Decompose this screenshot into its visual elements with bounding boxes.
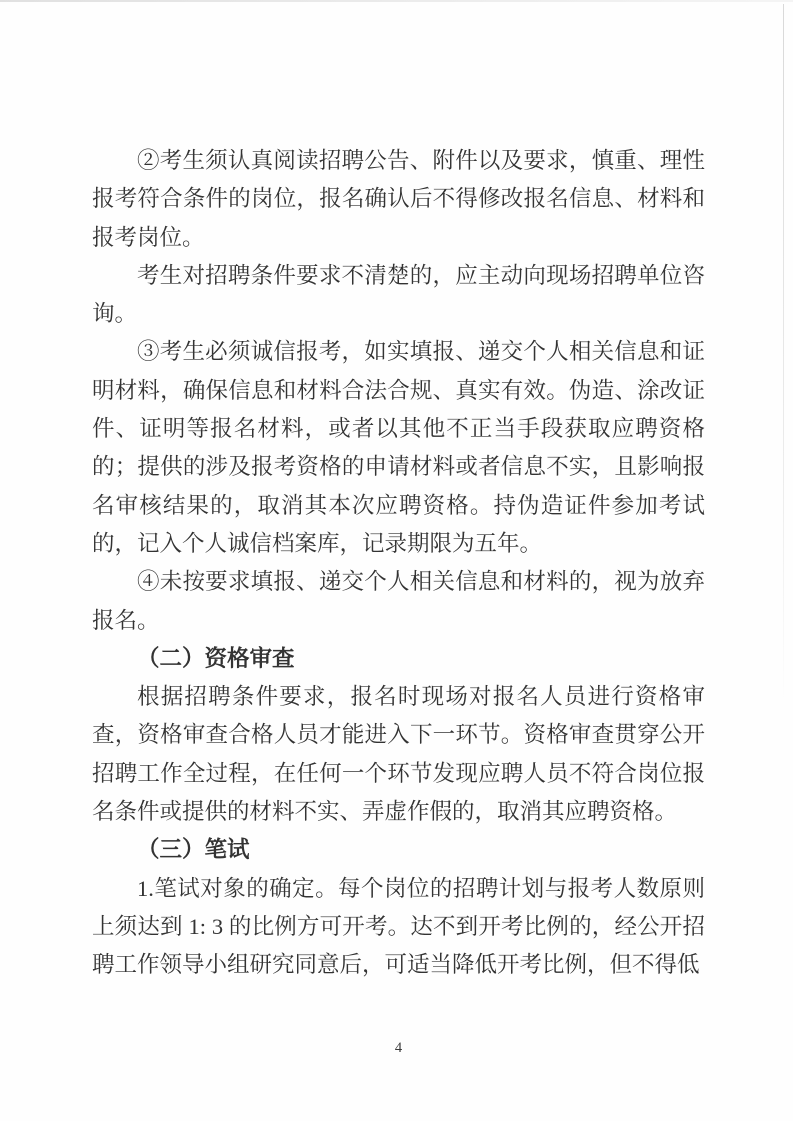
document-body xyxy=(92,142,705,985)
paragraph: ④未按要求填报、递交个人相关信息和材料的，视为放弃报名。 xyxy=(92,569,705,633)
paragraph: ②考生须认真阅读招聘公告、附件以及要求，慎重、理性报考符合条件的岗位，报名确认后不得修改报名信息、材料和报考岗位。 xyxy=(92,148,705,250)
page-number: 4 xyxy=(394,1040,403,1056)
paragraph: 1.笔试对象的确定。每个岗位的招聘计划与报考人数原则上须达到 1: 3 的比例方可开考。达不到开考比例的，经公开招聘工作领导小组研究同意后，可适当降低开考比例，但不得低 xyxy=(92,875,705,978)
section-heading: （二）资格审查 xyxy=(137,645,295,671)
scan-artifact-right-edge xyxy=(783,4,784,704)
section-heading: （三）笔试 xyxy=(137,837,250,863)
scan-artifact-top-edge xyxy=(0,0,793,2)
paragraph: 考生对招聘条件要求不清楚的，应主动向现场招聘单位咨询。 xyxy=(92,262,705,327)
paragraph: ③考生必须诚信报考，如实填报、递交个人相关信息和证明材料，确保信息和材料合法合规、真实有效。伪造、涂改证件、证明等报名材料，或者以其他不正当手段获取应聘资格的；提供的涉及报考资格的申请材料或者信息不实，且影响报名审核结果的，取消其本次应聘资格。持伪造证件参加考试的，记入个人诚信档案库，记录期限为五年。 xyxy=(92,339,705,556)
paragraph: 根据招聘条件要求，报名时现场对报名人员进行资格审查，资格审查合格人员才能进入下一环节。资格审查贯穿公开招聘工作全过程，在任何一个环节发现应聘人员不符合岗位报名条件或提供的材料不实、弄虚作假的，取消其应聘资格。 xyxy=(92,684,705,825)
